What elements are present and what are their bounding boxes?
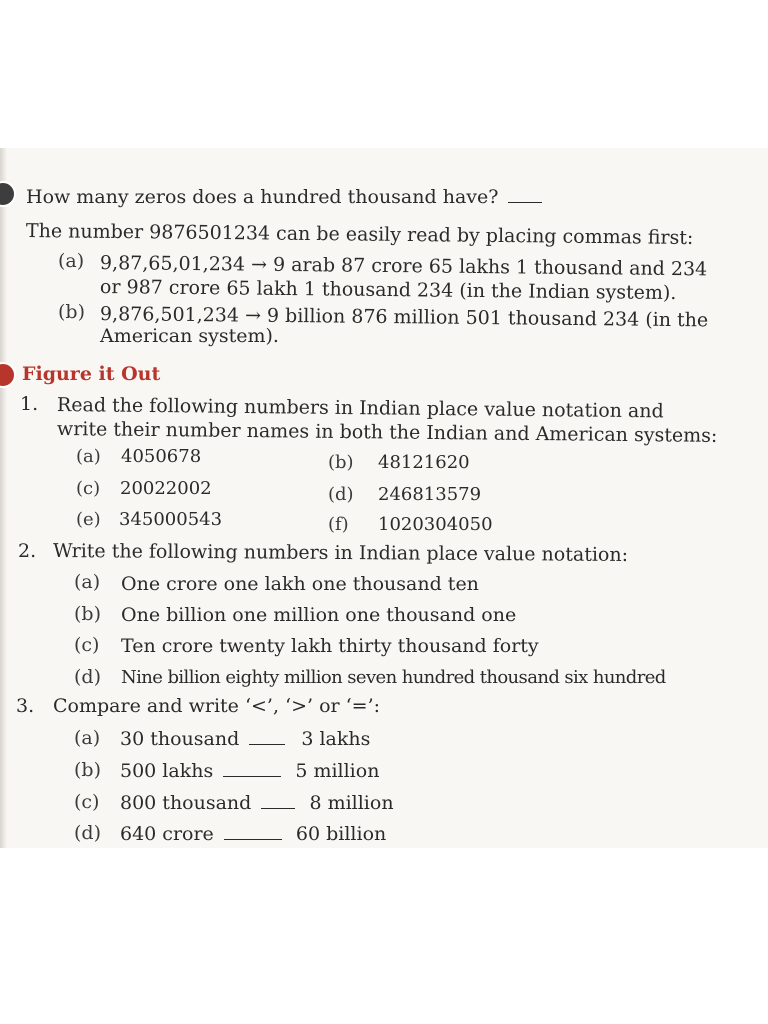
intro-item-b-label: (b)	[58, 301, 85, 323]
intro-item-a-label: (a)	[58, 250, 85, 272]
q3-item-a-row	[120, 728, 370, 750]
answer-blank	[508, 188, 542, 203]
q1-item-d-label: (d)	[328, 484, 354, 505]
intro-item-b-line1: 9,876,501,234 → 9 billion 876 million 501 thousand 234 (in the	[99, 303, 709, 332]
q1-number: 1.	[20, 393, 39, 415]
answer-blank	[261, 794, 295, 809]
q2-text: Write the following numbers in Indian place value notation:	[52, 540, 629, 567]
intro-item-a-line1: 9,87,65,01,234 → 9 arab 87 crore 65 lakhs 1 thousand and 234	[99, 252, 708, 281]
q3-item-a-label: (a)	[74, 727, 101, 749]
q1-item-c-label: (c)	[76, 478, 101, 499]
q3-item-b-label: (b)	[74, 759, 101, 781]
q1-item-a-value: 4050678	[121, 446, 202, 467]
q3-number: 3.	[16, 695, 35, 717]
q2-number: 2.	[18, 540, 37, 562]
q1-item-c-value: 20022002	[120, 478, 212, 499]
q2-item-b-text: One billion one million one thousand one	[121, 604, 517, 626]
intro-item-b-line2: American system).	[100, 325, 279, 347]
intro-item-a-line2: or 987 crore 65 lakh 1 thousand 234 (in the Indian system).	[99, 276, 677, 305]
intro-question-text: How many zeros does a hundred thousand have?	[26, 186, 499, 208]
answer-blank	[223, 762, 281, 777]
q1-item-f-value: 1020304050	[378, 514, 493, 535]
q1-item-e-label: (e)	[76, 509, 101, 530]
q3-item-b-row	[120, 760, 379, 782]
q3-item-d-left: 640 crore	[120, 823, 214, 845]
q3-item-c-row	[120, 792, 394, 814]
section-title: Figure it Out	[22, 363, 161, 385]
q2-item-a-label: (a)	[74, 571, 101, 593]
answer-blank	[249, 730, 285, 745]
q3-item-b-left: 500 lakhs	[120, 760, 214, 782]
q1-item-b-label: (b)	[328, 452, 354, 473]
q2-item-b-label: (b)	[74, 603, 101, 625]
q3-item-d-row	[120, 823, 386, 845]
page-binding-edge	[0, 148, 7, 848]
q2-item-d-label: (d)	[74, 666, 101, 688]
q1-item-f-label: (f)	[328, 514, 349, 535]
q3-item-c-left: 800 thousand	[120, 792, 252, 814]
q3-item-a-left: 30 thousand	[120, 728, 240, 750]
q1-line2: write their number names in both the Indian and American systems:	[56, 418, 718, 447]
q1-item-e-value: 345000543	[119, 509, 223, 530]
intro-statement: The number 9876501234 can be easily read by placing commas first:	[25, 220, 694, 249]
q3-item-c-label: (c)	[74, 791, 100, 813]
answer-blank	[224, 825, 282, 840]
intro-question	[26, 186, 542, 208]
q3-item-d-label: (d)	[74, 822, 101, 844]
q1-item-d-value: 246813579	[378, 484, 482, 505]
q1-item-a-label: (a)	[76, 446, 101, 467]
q3-text: Compare and write ‘<’, ‘>’ or ‘=’:	[53, 695, 381, 717]
q2-item-a-text: One crore one lakh one thousand ten	[121, 573, 479, 595]
q2-item-d-text: Nine billion eighty million seven hundred thousand six hundred	[121, 667, 666, 688]
q2-item-c-label: (c)	[74, 634, 100, 656]
q3-item-b-right: 5 million	[295, 760, 380, 782]
q3-item-a-right: 3 lakhs	[301, 728, 371, 750]
q1-item-b-value: 48121620	[378, 452, 470, 473]
q3-item-d-right: 60 billion	[295, 823, 387, 845]
q1-line1: Read the following numbers in Indian place value notation and	[56, 394, 664, 423]
q2-item-c-text: Ten crore twenty lakh thirty thousand forty	[121, 635, 539, 657]
q3-item-c-right: 8 million	[309, 792, 394, 814]
